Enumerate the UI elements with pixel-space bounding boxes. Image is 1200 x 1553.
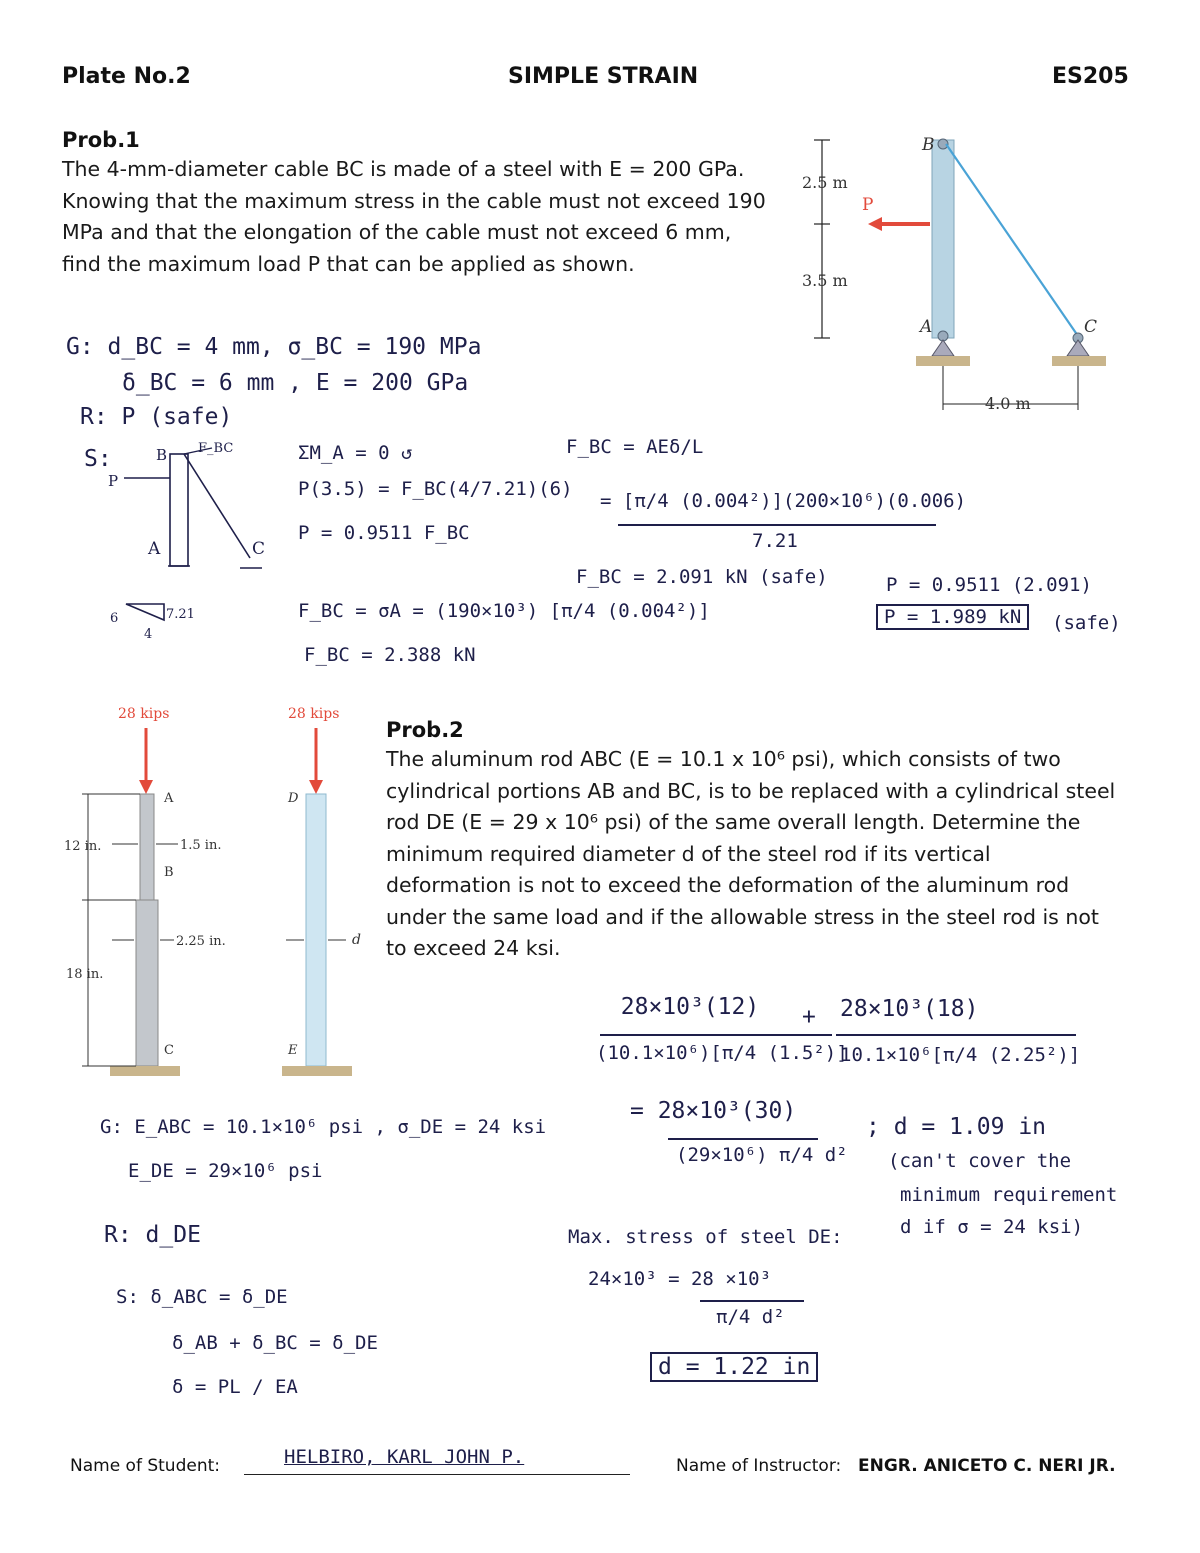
p2-sol-3: δ = PL / EA: [172, 1376, 298, 1398]
fbd-label-c: C: [252, 539, 266, 559]
plate-number: Plate No.2: [62, 64, 191, 89]
dim-1-5in: 1.5 in.: [180, 838, 222, 853]
arrowhead-icon: [139, 780, 153, 794]
p2-eq2-den: 10.1×10⁶[π/4 (2.25²)]: [840, 1044, 1081, 1066]
prob2-title: Prob.2: [386, 718, 464, 742]
dim-4-0m: 4.0 m: [985, 394, 1031, 413]
p2-max-stress-label: Max. stress of steel DE:: [568, 1226, 843, 1248]
arrowhead-icon: [309, 780, 323, 794]
post-ab: [932, 140, 954, 338]
p1-fbc-result: F_BC = 2.091 kN (safe): [576, 566, 828, 588]
p2-eq1-bar: [600, 1034, 832, 1036]
p2-max-stress-den: π/4 d²: [716, 1306, 785, 1328]
p1-fraction-bar: [618, 524, 936, 526]
p2-eq1-num: 28×10³(12): [620, 994, 760, 1020]
label-a: A: [164, 791, 174, 806]
p2-sol-2: δ_AB + δ_BC = δ_DE: [172, 1332, 378, 1354]
load-label-1: 28 kips: [118, 706, 170, 722]
p1-fbd-sketch: [104, 438, 284, 658]
p2-max-stress-bar: [700, 1300, 804, 1302]
p2-note-3: d if σ = 24 ksi): [900, 1216, 1084, 1238]
p1-answer-box: P = 1.989 kN: [876, 604, 1029, 630]
prob2-statement: The aluminum rod ABC (E = 10.1 x 10⁶ psi), which consists of two cylindrical portions AB and BC, is to be replaced with a cylindrical steel rod DE (E = 29 x 10⁶ psi) of the same overall length. Determine the minimum required diameter d of the steel rod if its vertical deformation is not to exceed the deformation of the aluminum rod under the same load and if the allowable stress in the steel rod is not to exceed 24 ksi.: [386, 747, 1116, 960]
label-c: C: [164, 1043, 174, 1058]
tri-label-721: 7.21: [166, 607, 195, 622]
p1-fbc-denominator: 7.21: [752, 530, 798, 552]
prob1-figure: [790, 128, 1120, 418]
prob1-statement: The 4-mm-diameter cable BC is made of a steel with E = 200 GPa. Knowing that the maximum stress in the cable must not exceed 190 MPa and that the elongation of the cable must not exceed 6 mm, find the maximum load P that can be applied as shown.: [62, 157, 766, 276]
p1-moment-3: P = 0.9511 F_BC: [298, 522, 470, 544]
p1-fbc-numerator: = [π/4 (0.004²)](200×10⁶)(0.006): [600, 490, 967, 512]
p2-note-2: minimum requirement: [900, 1184, 1118, 1206]
p2-sol-1: S: δ_ABC = δ_DE: [116, 1286, 288, 1308]
load-label-2: 28 kips: [288, 706, 340, 722]
fbd-label-b: B: [156, 446, 168, 464]
tri-label-6: 6: [110, 611, 119, 626]
page-title: SIMPLE STRAIN: [508, 64, 699, 89]
p2-required: R: d_DE: [104, 1222, 201, 1248]
dim-2-5m: 2.5 m: [802, 173, 848, 192]
p1-moment-1: ΣM_A = 0 ↺: [298, 442, 413, 464]
p1-fbc-formula: F_BC = AEδ/L: [566, 436, 704, 458]
fbd-label-p: P: [108, 472, 119, 490]
rod-bc: [136, 900, 158, 1066]
ground-de: [282, 1066, 352, 1076]
ground-a: [916, 356, 970, 366]
label-b: B: [164, 865, 174, 880]
course-code: ES205: [1052, 64, 1129, 89]
p2-max-stress-eq: 24×10³ = 28 ×10³: [588, 1268, 772, 1290]
p2-note-1: (can't cover the: [888, 1150, 1072, 1172]
p2-given-1: G: E_ABC = 10.1×10⁶ psi , σ_DE = 24 ksi: [100, 1116, 547, 1138]
dim-18in: 18 in.: [66, 967, 104, 982]
support-a: [932, 340, 954, 356]
rod-de: [306, 794, 326, 1066]
arrowhead-icon: [868, 217, 882, 231]
p1-stress-1: F_BC = σA = (190×10³) [π/4 (0.004²)]: [298, 600, 710, 622]
dim-2-25in: 2.25 in.: [176, 934, 226, 949]
p1-p-calc: P = 0.9511 (2.091): [886, 574, 1092, 596]
p1-stress-2: F_BC = 2.388 kN: [304, 644, 476, 666]
p2-eq2-bar: [836, 1034, 1076, 1036]
p1-given-2: δ_BC = 6 mm , E = 200 GPa: [122, 370, 469, 396]
label-b: B: [922, 135, 935, 155]
p2-eq3-bar: [668, 1138, 818, 1140]
p1-solution-label: S:: [84, 446, 112, 472]
fbd-label-a: A: [148, 539, 161, 559]
student-line: [244, 1474, 630, 1475]
p1-required: R: P (safe): [80, 404, 233, 430]
student-label: Name of Student:: [70, 1456, 220, 1476]
p2-eq3-den: (29×10⁶) π/4 d²: [676, 1144, 848, 1166]
rod-ab: [140, 794, 154, 900]
p2-eq2-num: 28×10³(18): [840, 996, 979, 1022]
instructor-name: ENGR. ANICETO C. NERI JR.: [858, 1456, 1116, 1476]
label-c: C: [1084, 317, 1098, 337]
student-name: HELBIRO, KARL JOHN P.: [284, 1446, 525, 1468]
cable-bc: [946, 144, 1078, 336]
dim-3-5m: 3.5 m: [802, 271, 848, 290]
tri-label-4: 4: [144, 627, 153, 642]
label-p: P: [862, 195, 874, 215]
label-d: D: [288, 791, 299, 806]
p1-answer-safe: (safe): [1052, 612, 1121, 634]
p2-d-result: ; d = 1.09 in: [866, 1114, 1047, 1140]
p2-given-2: E_DE = 29×10⁶ psi: [128, 1160, 323, 1182]
p1-given-1: G: d_BC = 4 mm, σ_BC = 190 MPa: [66, 334, 482, 360]
fbd-label-fbc: F_BC: [198, 441, 234, 456]
ground-c: [1052, 356, 1106, 366]
dim-12in: 12 in.: [64, 839, 102, 854]
p2-answer-box: d = 1.22 in: [650, 1352, 818, 1382]
instructor-label: Name of Instructor:: [676, 1456, 842, 1476]
ground-abc: [110, 1066, 180, 1076]
label-a: A: [920, 317, 933, 337]
label-e: E: [288, 1043, 298, 1058]
support-c: [1067, 340, 1089, 356]
p2-plus: +: [802, 1004, 816, 1030]
dim-d: d: [352, 932, 361, 948]
p2-eq1-den: (10.1×10⁶)[π/4 (1.5²)]: [596, 1042, 848, 1064]
p2-eq3-num: = 28×10³(30): [630, 1098, 797, 1124]
p1-moment-2: P(3.5) = F_BC(4/7.21)(6): [298, 478, 573, 500]
prob2-figure: [60, 700, 380, 1090]
prob1-title: Prob.1: [62, 128, 140, 152]
